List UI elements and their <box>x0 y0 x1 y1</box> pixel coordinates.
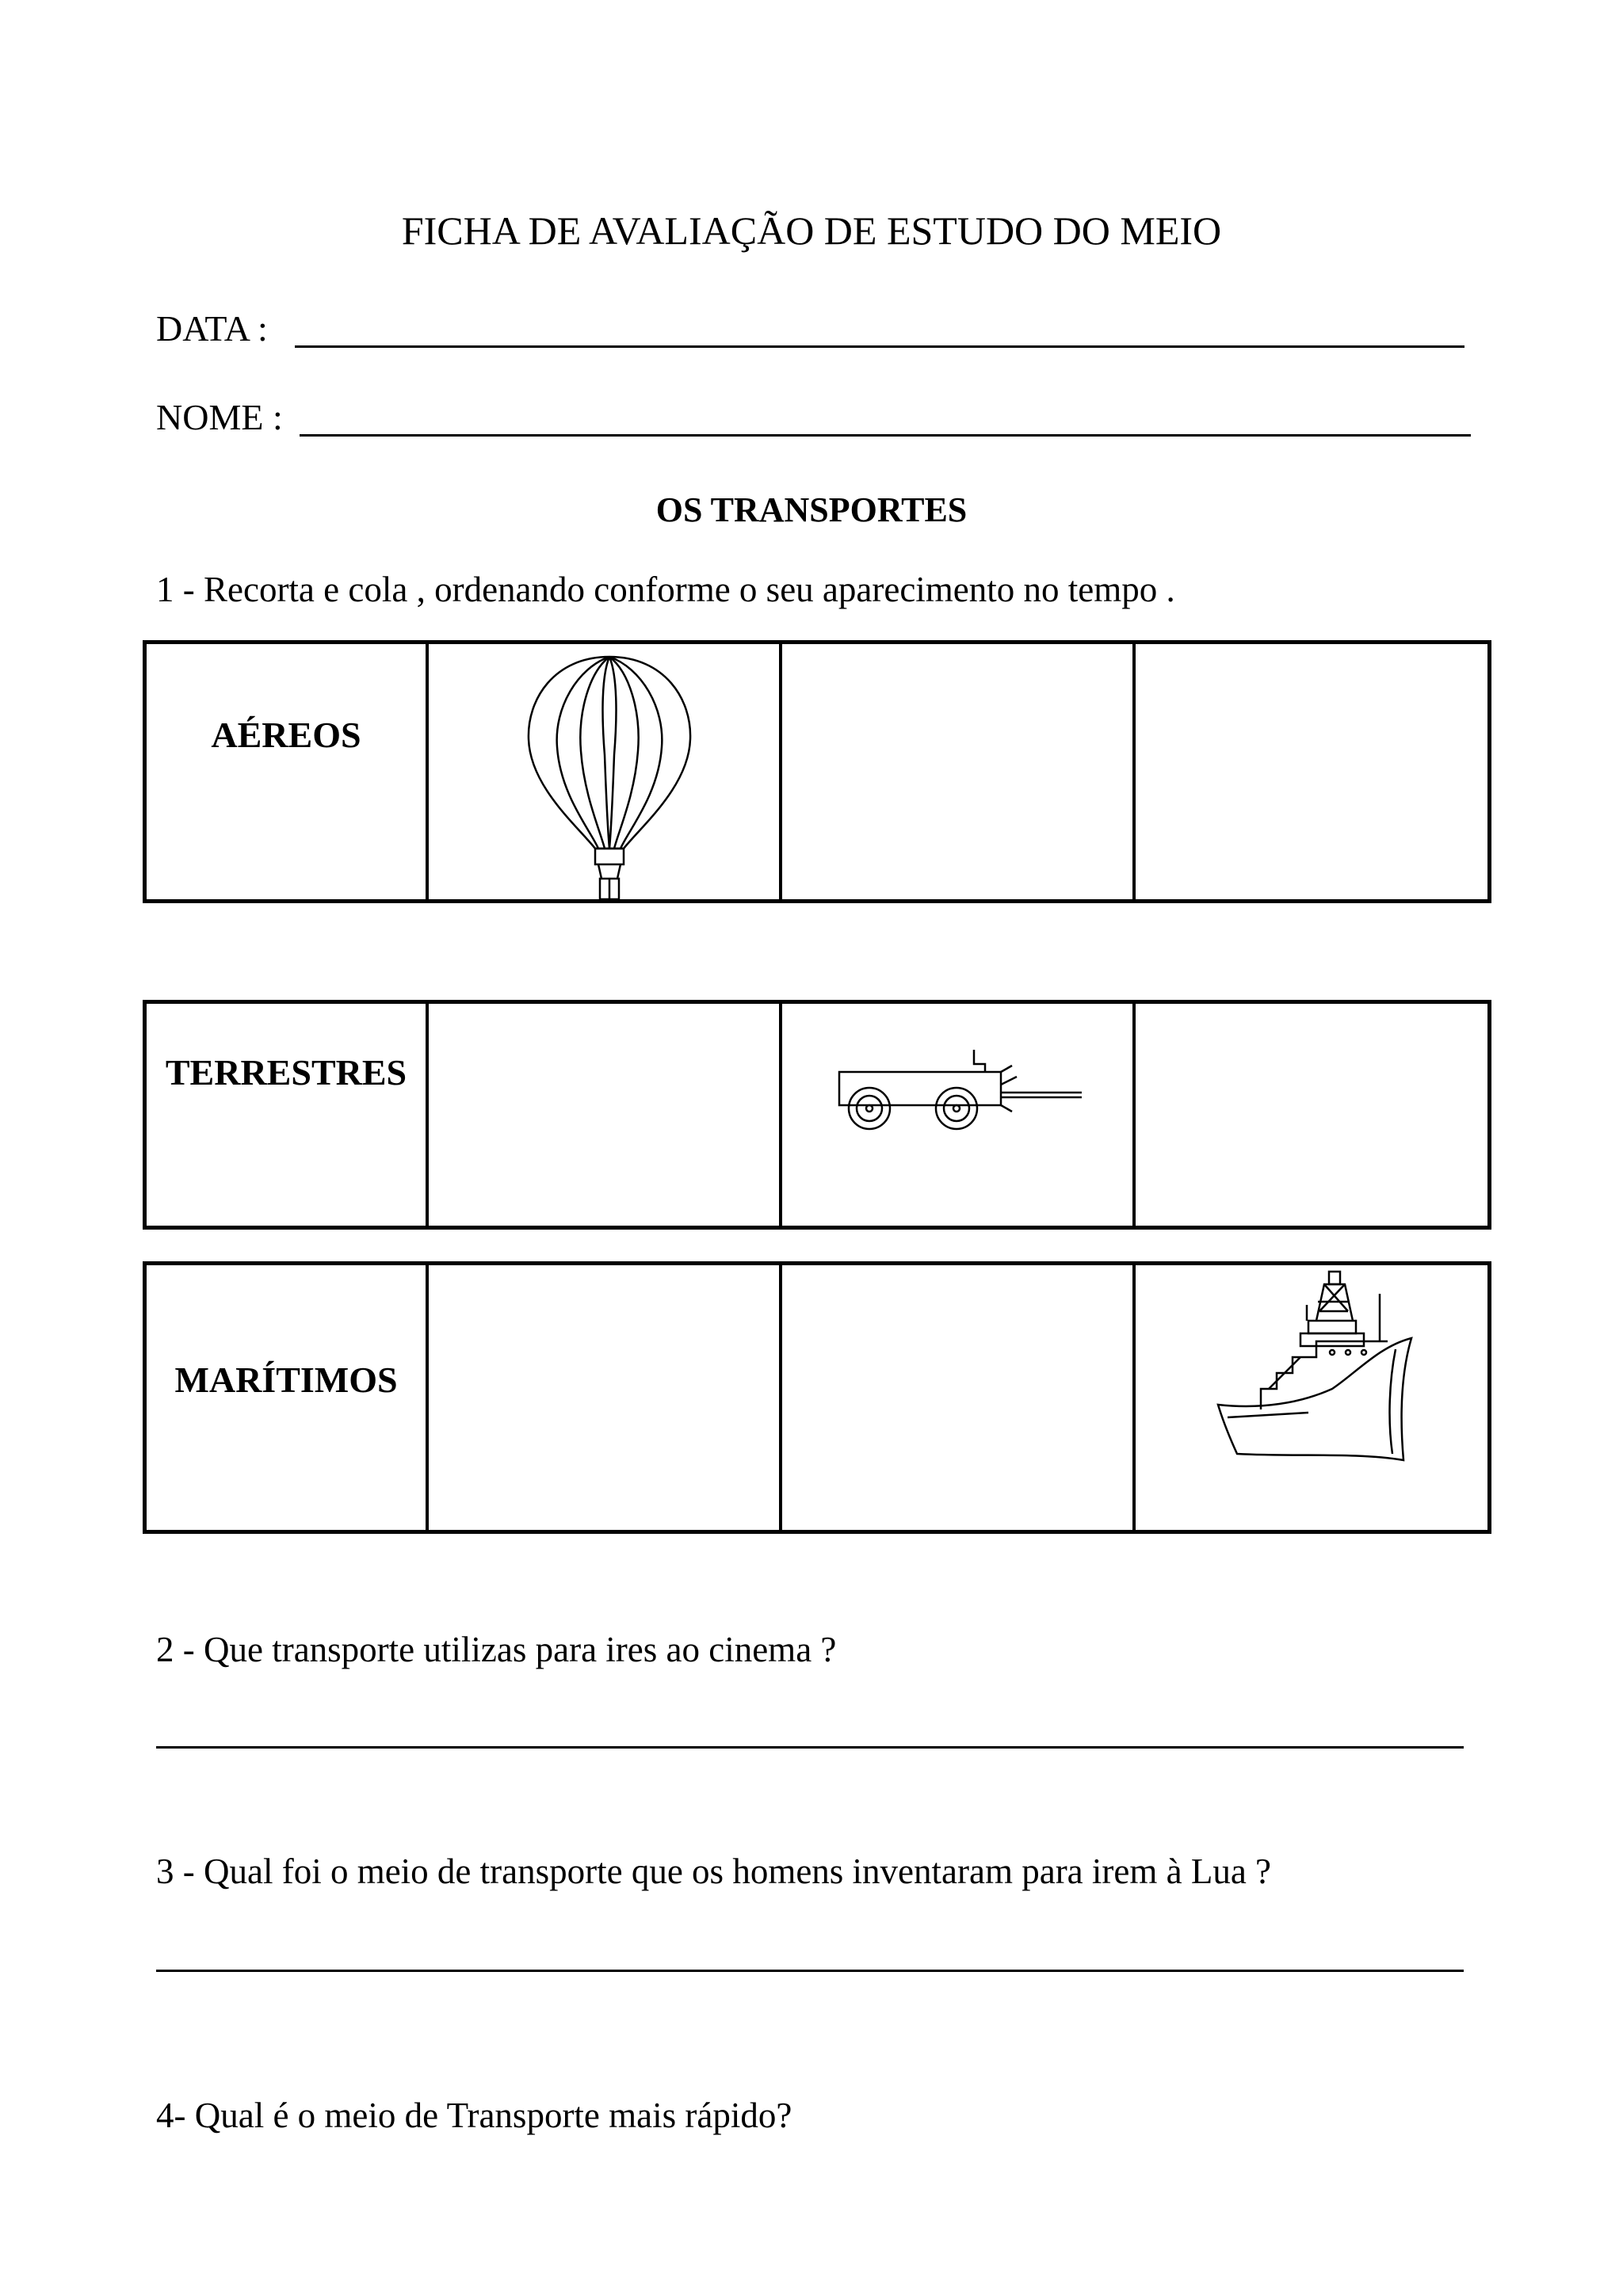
paste-cell[interactable] <box>429 1265 782 1530</box>
paste-cell[interactable] <box>429 644 782 899</box>
category-label-terrestres: TERRESTRES <box>165 1052 407 1093</box>
paste-cell[interactable] <box>429 1004 782 1226</box>
ship-icon <box>1213 1270 1419 1468</box>
table-aereos <box>143 640 1491 903</box>
answer-line-2[interactable] <box>156 1746 1464 1749</box>
paste-cell[interactable] <box>782 644 1136 899</box>
paste-cell[interactable] <box>782 1265 1136 1530</box>
category-label-aereos: AÉREOS <box>211 715 361 755</box>
section-title: OS TRANSPORTES <box>655 490 968 529</box>
paste-cell[interactable] <box>1136 1004 1487 1226</box>
question-2: 2 - Que transporte utilizas para ires ao cinema ? <box>156 1630 837 1669</box>
question-3: 3 - Qual foi o meio de transporte que os homens inventaram para irem à Lua ? <box>156 1852 1272 1891</box>
category-cell <box>147 1265 429 1530</box>
paste-cell[interactable] <box>782 1004 1136 1226</box>
hot-air-balloon-icon <box>522 652 697 904</box>
table-maritimos <box>143 1261 1491 1534</box>
name-label: NOME : <box>156 397 283 437</box>
paste-cell[interactable] <box>1136 644 1487 899</box>
question-1: 1 - Recorta e cola , ordenando conforme o seu aparecimento no tempo . <box>156 570 1175 609</box>
answer-line-3[interactable] <box>156 1970 1464 1972</box>
table-terrestres <box>143 1000 1491 1230</box>
cart-icon <box>836 1037 1083 1132</box>
category-label-maritimos: MARÍTIMOS <box>174 1360 398 1400</box>
date-answer-line[interactable] <box>295 345 1465 348</box>
category-cell <box>147 644 429 899</box>
date-label: DATA : <box>156 308 268 349</box>
paste-cell[interactable] <box>1136 1265 1487 1530</box>
category-cell <box>147 1004 429 1226</box>
question-4: 4- Qual é o meio de Transporte mais rápido? <box>156 2096 792 2135</box>
page-title: FICHA DE AVALIAÇÃO DE ESTUDO DO MEIO <box>401 208 1222 253</box>
name-answer-line[interactable] <box>300 434 1471 437</box>
